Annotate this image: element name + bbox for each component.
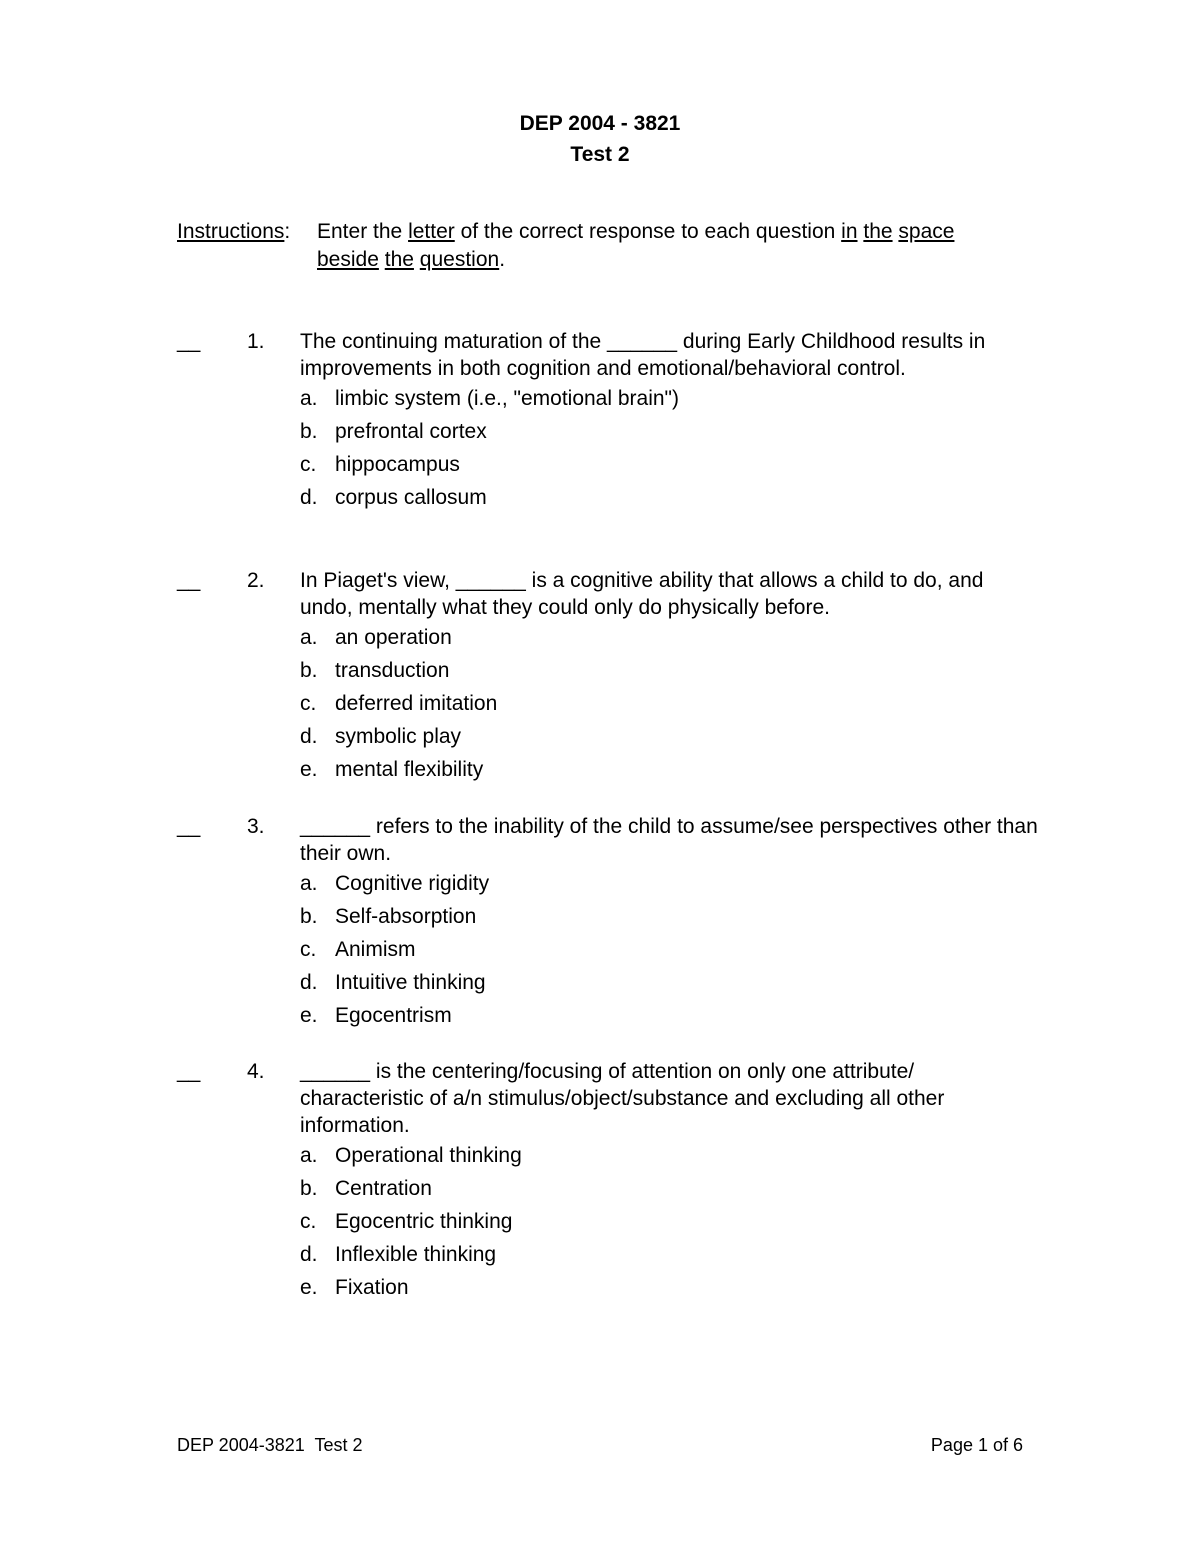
instructions-part: space	[898, 220, 955, 243]
option-item	[300, 1271, 1040, 1304]
option-letter: c.	[300, 453, 317, 476]
question-number: 2.	[247, 569, 265, 592]
option-item	[300, 448, 1040, 481]
option-item	[300, 999, 1040, 1032]
option-text: Inflexible thinking	[335, 1243, 497, 1266]
option-text: prefrontal cortex	[335, 420, 487, 443]
question-body	[300, 1058, 1040, 1304]
instructions-label	[177, 218, 290, 246]
question-stem: In Piaget's view, ______ is a cognitive ability that allows a child to do, and undo, mentally what they could only do physically before.	[300, 569, 984, 619]
option-item	[300, 933, 1040, 966]
option-text: deferred imitation	[335, 692, 498, 715]
option-letter: c.	[300, 1210, 317, 1233]
option-letter: c.	[300, 692, 317, 715]
option-item	[300, 966, 1040, 999]
option-letter: e.	[300, 1276, 318, 1299]
option-text: mental flexibility	[335, 758, 484, 781]
option-text: Operational thinking	[335, 1144, 522, 1167]
option-item	[300, 1238, 1040, 1271]
question-number: 1.	[247, 330, 265, 353]
option-item	[300, 481, 1040, 514]
option-item	[300, 1172, 1040, 1205]
option-text: Animism	[335, 938, 416, 961]
option-item	[300, 654, 1040, 687]
page-header	[0, 108, 1200, 170]
option-item	[300, 687, 1040, 720]
option-letter: d.	[300, 1243, 318, 1266]
option-letter: b.	[300, 420, 318, 443]
option-letter: e.	[300, 758, 318, 781]
option-letter: a.	[300, 387, 318, 410]
instructions-part: of the correct response to each question	[454, 220, 842, 243]
option-letter: a.	[300, 872, 318, 895]
option-letter: b.	[300, 1177, 318, 1200]
option-item	[300, 900, 1040, 933]
option-text: Intuitive thinking	[335, 971, 486, 994]
option-item	[300, 382, 1040, 415]
footer-page-number: Page 1 of 6	[930, 1435, 1023, 1455]
instructions-label-text: Instructions	[177, 220, 285, 243]
answer-blank[interactable]: __	[177, 1060, 201, 1083]
option-text: transduction	[335, 659, 450, 682]
instructions-part: question	[419, 248, 500, 271]
option-letter: d.	[300, 971, 318, 994]
options-list	[300, 867, 1040, 1032]
option-letter: a.	[300, 626, 318, 649]
question-body	[300, 813, 1040, 1032]
option-text: symbolic play	[335, 725, 462, 748]
question-number: 3.	[247, 815, 265, 838]
answer-blank[interactable]: __	[177, 330, 201, 353]
option-item	[300, 1205, 1040, 1238]
instructions-part: beside	[317, 248, 379, 271]
option-text: Egocentrism	[335, 1004, 452, 1027]
option-text: an operation	[335, 626, 452, 649]
course-title: DEP 2004 - 3821	[519, 112, 681, 135]
option-text: Self-absorption	[335, 905, 477, 928]
instructions-part: Enter the	[317, 220, 409, 243]
instructions-text	[317, 218, 1017, 274]
option-letter: a.	[300, 1144, 318, 1167]
answer-blank[interactable]: __	[177, 815, 201, 838]
options-list	[300, 382, 1040, 514]
option-text: Egocentric thinking	[335, 1210, 513, 1233]
option-item	[300, 621, 1040, 654]
option-letter: b.	[300, 905, 318, 928]
option-text: hippocampus	[335, 453, 460, 476]
option-letter: b.	[300, 659, 318, 682]
test-title: Test 2	[570, 143, 630, 166]
option-text: Cognitive rigidity	[335, 872, 490, 895]
option-text: limbic system (i.e., "emotional brain")	[335, 387, 680, 410]
option-letter: d.	[300, 725, 318, 748]
question-body	[300, 328, 1040, 514]
option-text: corpus callosum	[335, 486, 487, 509]
option-letter: d.	[300, 486, 318, 509]
options-list	[300, 1139, 1040, 1304]
options-list	[300, 621, 1040, 786]
instructions-colon: :	[284, 220, 291, 243]
footer-doc-id: DEP 2004-3821 Test 2	[177, 1435, 363, 1455]
option-item	[300, 1139, 1040, 1172]
answer-blank[interactable]: __	[177, 569, 201, 592]
option-text: Centration	[335, 1177, 432, 1200]
option-letter: c.	[300, 938, 317, 961]
option-item	[300, 753, 1040, 786]
option-item	[300, 415, 1040, 448]
question-stem: ______ is the centering/focusing of attention on only one attribute/ characteristic of a/n stimulus/object/substance and excluding all other information.	[300, 1060, 945, 1137]
question-number: 4.	[247, 1060, 265, 1083]
question-stem: ______ refers to the inability of the child to assume/see perspectives other than their own.	[300, 815, 1038, 865]
instructions-part: the	[863, 220, 893, 243]
option-text: Fixation	[335, 1276, 409, 1299]
option-item	[300, 720, 1040, 753]
instructions-part: in	[841, 220, 858, 243]
question-stem: The continuing maturation of the ______ during Early Childhood results in improvements in both cognition and emotional/behavioral control.	[300, 330, 986, 380]
instructions-part: letter	[408, 220, 455, 243]
option-letter: e.	[300, 1004, 318, 1027]
question-body	[300, 567, 1040, 786]
instructions-part: .	[499, 248, 506, 271]
instructions-part: the	[384, 248, 414, 271]
option-item	[300, 867, 1040, 900]
